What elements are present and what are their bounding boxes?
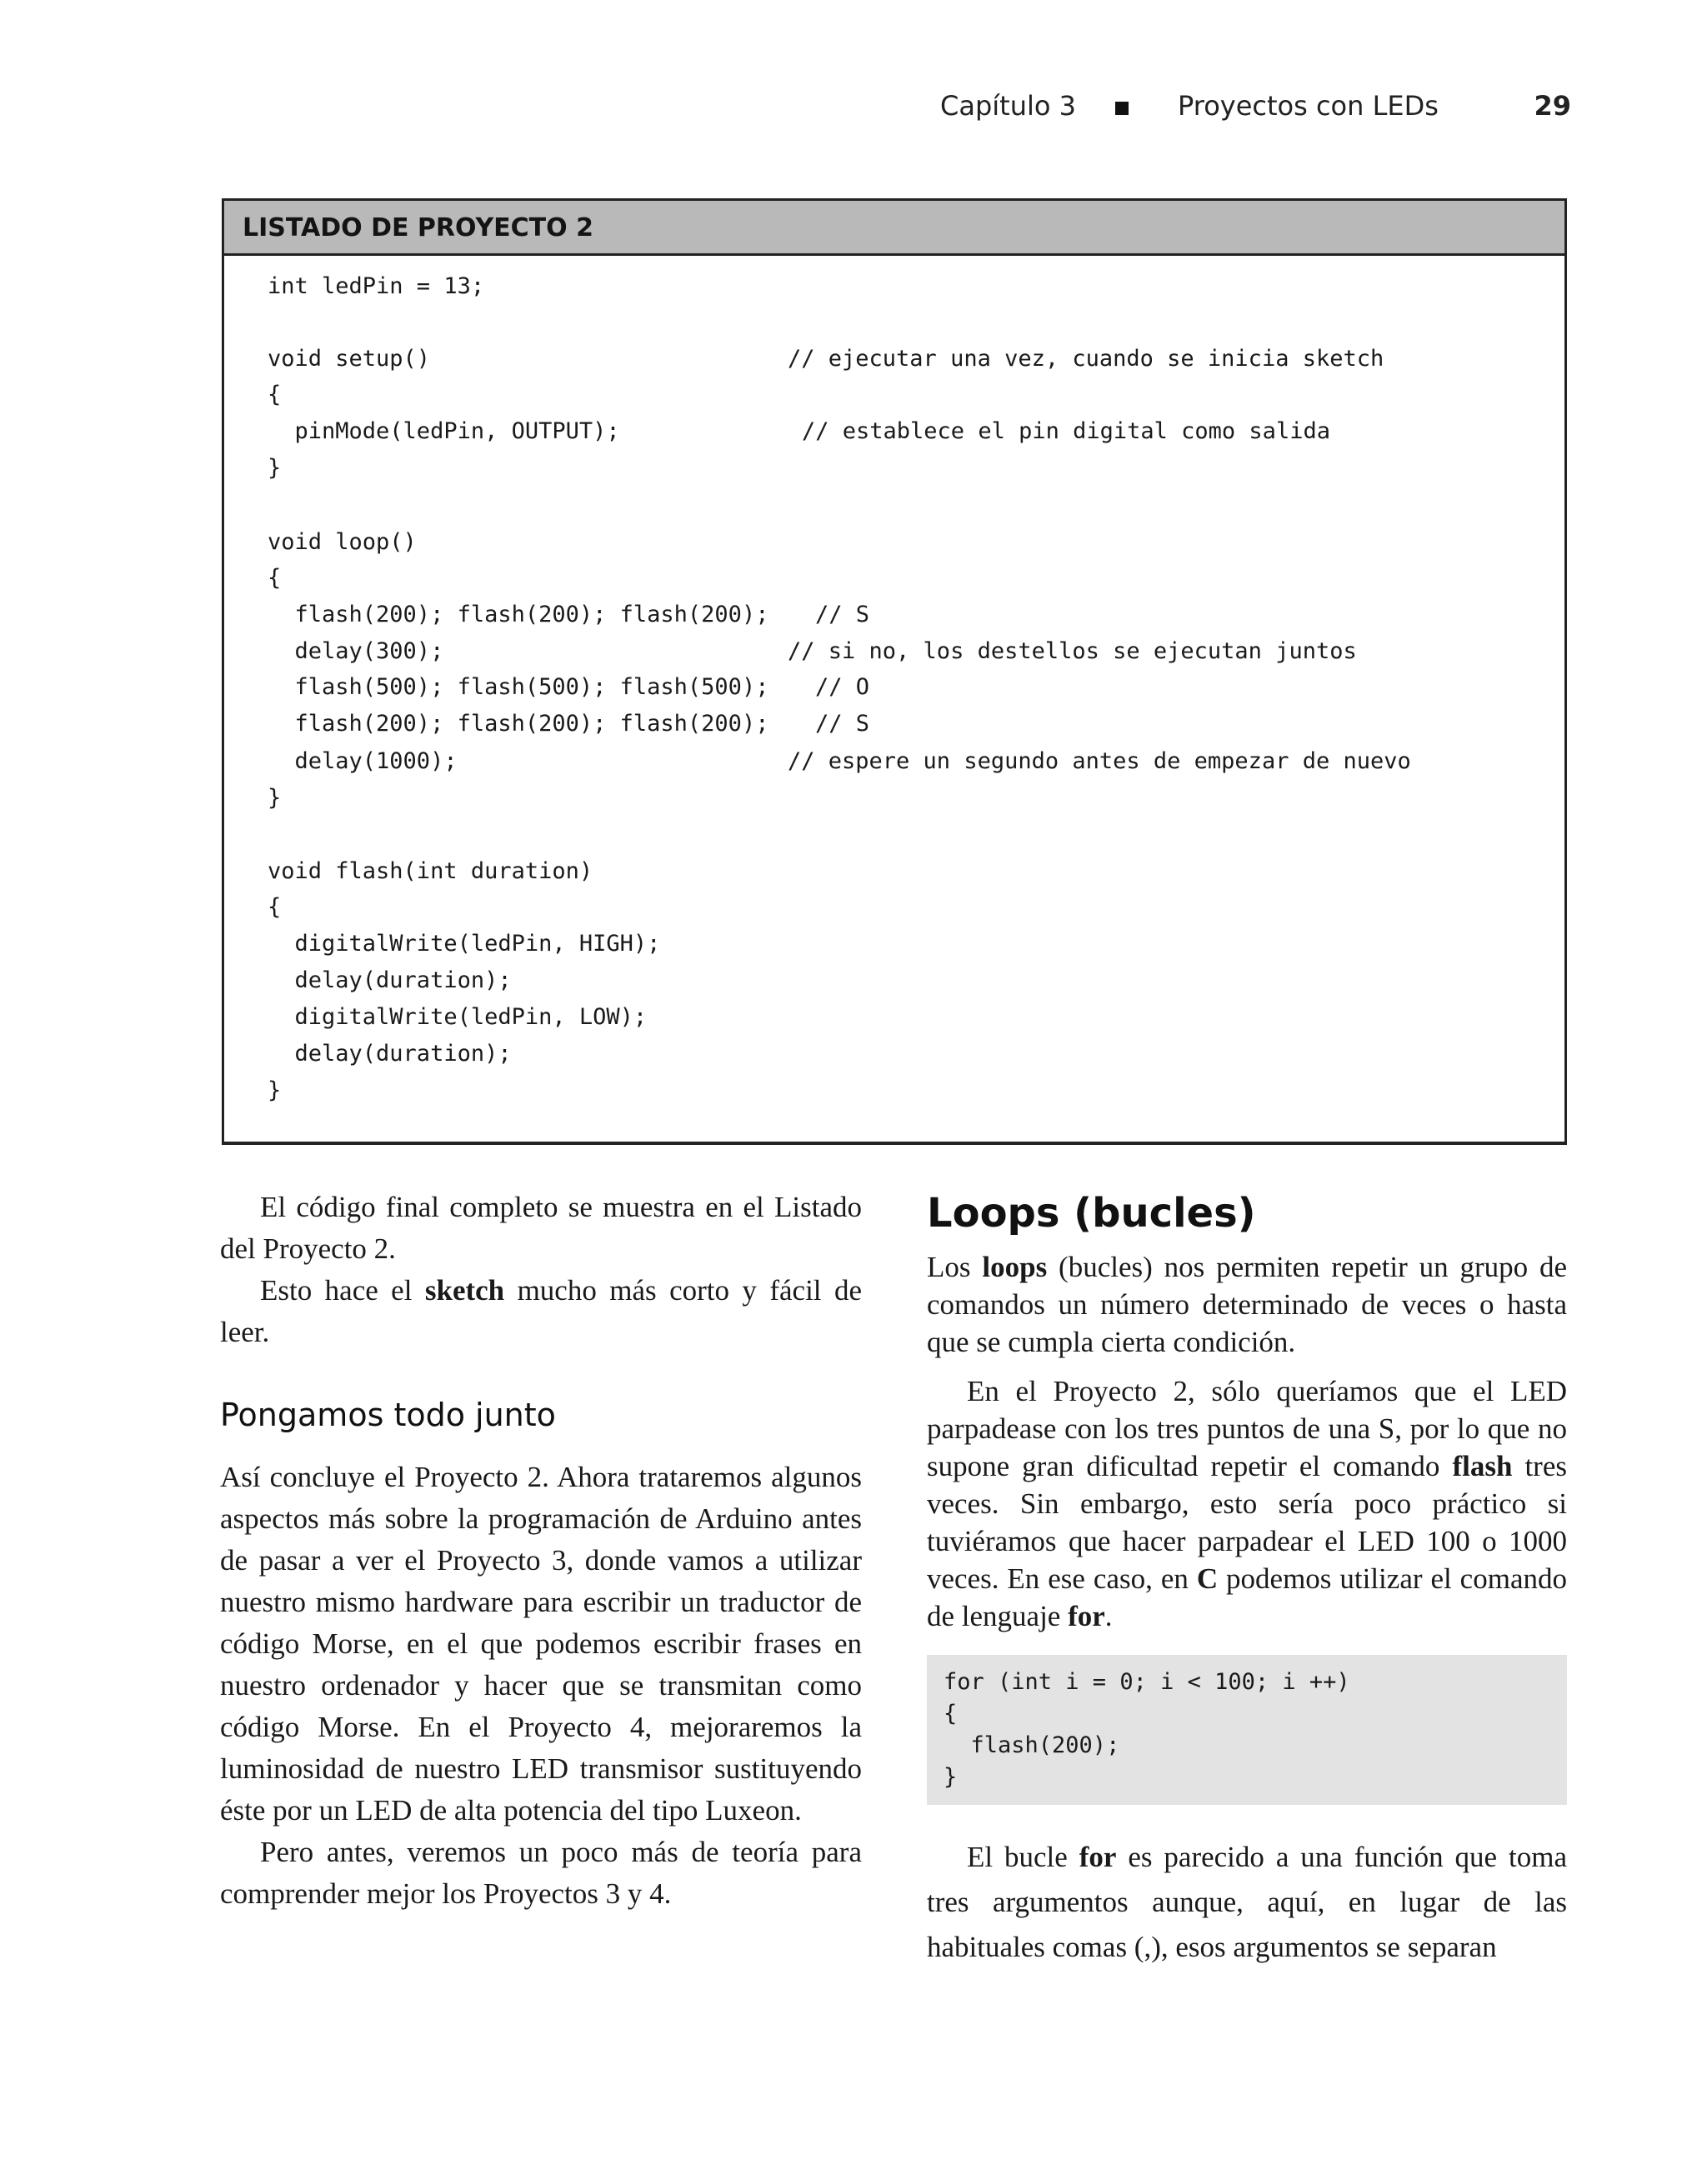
code-line: delay(duration); [268, 967, 512, 993]
code-comment: // S [815, 711, 870, 737]
code-line: void loop() [268, 529, 417, 555]
text-run: . [1104, 1600, 1113, 1632]
bold-term: for [1068, 1600, 1105, 1632]
code-line: digitalWrite(ledPin, HIGH); [268, 931, 661, 957]
code-line: } [268, 785, 282, 811]
code-line: { [268, 894, 282, 920]
page-number: 29 [1534, 90, 1571, 122]
bold-term: C [1196, 1562, 1219, 1595]
code-line: flash(200); flash(200); flash(200); [268, 602, 769, 627]
code-comment: // establece el pin digital como salida [802, 418, 1330, 444]
bold-term: for [1079, 1841, 1117, 1873]
listing-title: LISTADO DE PROYECTO 2 [224, 201, 1564, 256]
paragraph: Pero antes, veremos un poco más de teoría para comprender mejor los Proyectos 3 y 4. [220, 1836, 862, 1910]
code-line: flash(500); flash(500); flash(500); [268, 674, 769, 700]
code-comment: // S [815, 602, 870, 627]
bold-term: sketch [424, 1274, 505, 1307]
paragraph [927, 1248, 1567, 1361]
text-run: tres veces. Sin embargo, esto sería poco práctico si tuviéramos que hacer parpadear el LED 100 o 1000 veces. En ese caso, en [927, 1450, 1567, 1595]
chapter-label: Capítulo 3 [940, 90, 1076, 122]
code-comment: // si no, los destellos se ejecutan juntos [788, 638, 1357, 664]
text-run: podemos utilizar el comando de lenguaje [927, 1562, 1567, 1632]
code-line: } [268, 1077, 282, 1103]
paragraph [927, 1372, 1567, 1635]
text-run: El bucle [967, 1841, 1079, 1873]
code-comment: // O [815, 674, 870, 700]
left-column [220, 1187, 862, 1915]
square-bullet-icon [1115, 102, 1129, 115]
section-label: Proyectos con LEDs [1178, 90, 1439, 122]
section-heading: Loops (bucles) [927, 1190, 1256, 1237]
code-line: delay(duration); [268, 1041, 512, 1067]
subsection-heading: Pongamos todo junto [220, 1397, 556, 1433]
text-run: En el Proyecto 2, sólo queríamos que el LED parpadease con los tres puntos de una S, por lo que no supone gran dificultad repetir el comando [927, 1375, 1567, 1482]
code-line: void flash(int duration) [268, 858, 593, 884]
running-header [934, 90, 1575, 132]
bold-term: flash [1452, 1450, 1513, 1482]
right-column [927, 1187, 1567, 1970]
code-line: flash(200); [944, 1732, 1120, 1758]
paragraph: El código final completo se muestra en el Listado del Proyecto 2. [220, 1191, 862, 1265]
code-line: void setup() [268, 346, 431, 372]
code-line: digitalWrite(ledPin, LOW); [268, 1004, 648, 1030]
text-run: (bucles) nos permiten repetir un grupo de comandos un número determinado de veces o hasta que se cumpla cierta condición. [927, 1251, 1568, 1358]
code-line: } [268, 455, 282, 481]
paragraph [927, 1835, 1567, 1970]
code-line: } [944, 1764, 958, 1790]
code-line: int ledPin = 13; [268, 273, 485, 299]
paragraph: Así concluye el Proyecto 2. Ahora trataremos algunos aspectos más sobre la programación de Arduino antes de pasar a ver el Proyecto 3, donde vamos a utilizar nuestro mismo hardware para escribir un traductor de código Morse, en el que podemos escribir frases en nuestro ordenador y hacer que se transmitan como código Morse. En el Proyecto 4, mejoraremos la luminosidad de nuestro LED transmisor sustituyendo éste por un LED de alta potencia del tipo Luxeon. [220, 1461, 862, 1827]
code-line: { [268, 382, 282, 407]
code-line: { [944, 1701, 958, 1727]
text-run: Los [927, 1251, 983, 1283]
text-run: mucho más corto y fácil de leer. [220, 1274, 862, 1348]
code-comment: // ejecutar una vez, cuando se inicia sketch [788, 346, 1384, 372]
code-listing [222, 198, 1567, 1145]
code-line: flash(200); flash(200); flash(200); [268, 711, 769, 737]
code-line: for (int i = 0; i < 100; i ++) [944, 1669, 1350, 1695]
text-run: es parecido a una función que toma tres argumentos aunque, aquí, en lugar de las habituales comas (,), esos argumentos se separan [927, 1841, 1567, 1963]
text-run: Esto hace el [260, 1274, 425, 1307]
code-line: delay(1000); [268, 748, 458, 774]
code-snippet [927, 1655, 1567, 1805]
paragraph [220, 1270, 862, 1353]
bold-term: loops [982, 1251, 1048, 1283]
code-line: delay(300); [268, 638, 444, 664]
code-line: pinMode(ledPin, OUTPUT); [268, 418, 620, 444]
code-comment: // espere un segundo antes de empezar de nuevo [788, 748, 1411, 774]
code-line: { [268, 565, 282, 591]
